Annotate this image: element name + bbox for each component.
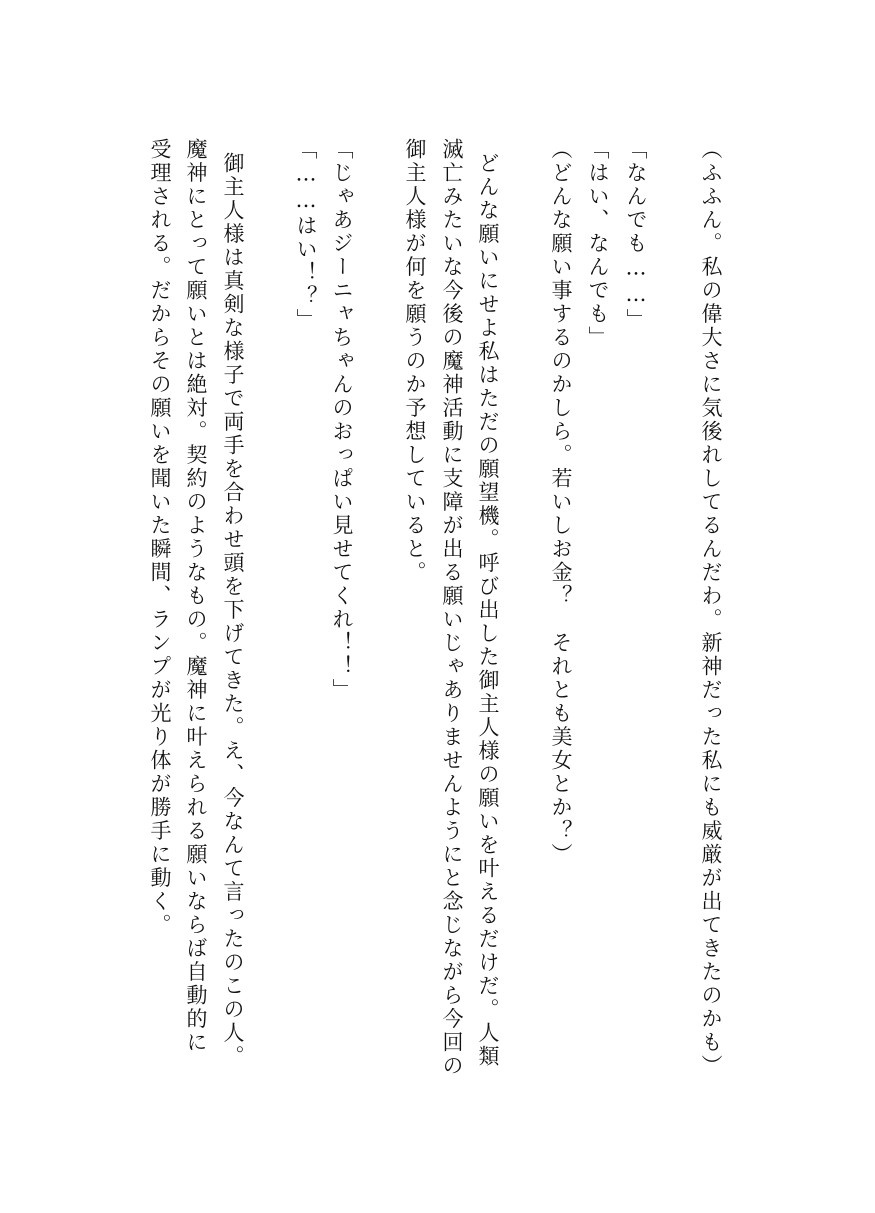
text-line-7: 御主人様が何を願うのか予想していると。	[403, 138, 427, 585]
text-line-4: （どんな願い事するのかしら。若いしお金？ それとも美女とか？）	[549, 138, 573, 867]
text-line-3: 「はい、なんでも」	[586, 138, 610, 350]
text-line-1: （ふふん。私の偉大さに気後れしてるんだわ。新神だった私にも威厳が出てきたのかも）	[699, 138, 723, 1078]
text-line-8: 「じゃあジーニャちゃんのおっぱい見せてくれ！！」	[330, 138, 354, 702]
text-line-10: 御主人様は真剣な様子で両手を合わせ頭を下げてきた。え、今なんて言ったのこの人。	[221, 152, 245, 1069]
text-line-11: 魔神にとって願いとは絶対。契約のようなもの。魔神に叶えられる願いならば自動的に	[184, 138, 208, 1055]
text-line-12: 受理される。だからその願いを聞いた瞬間、ランプが光り体が勝手に動く。	[148, 138, 172, 937]
text-line-5: どんな願いにせよ私はただの願望機。呼び出した御主人様の願いを叶えるだけだ。人類	[476, 152, 500, 1069]
text-line-2: 「なんでも……」	[624, 138, 648, 332]
text-line-9: 「……はい！？」	[294, 138, 318, 332]
text-line-6: 滅亡みたいな今後の魔神活動に支障が出る願いじゃありませんようにと念じながら今回の	[440, 138, 464, 1078]
